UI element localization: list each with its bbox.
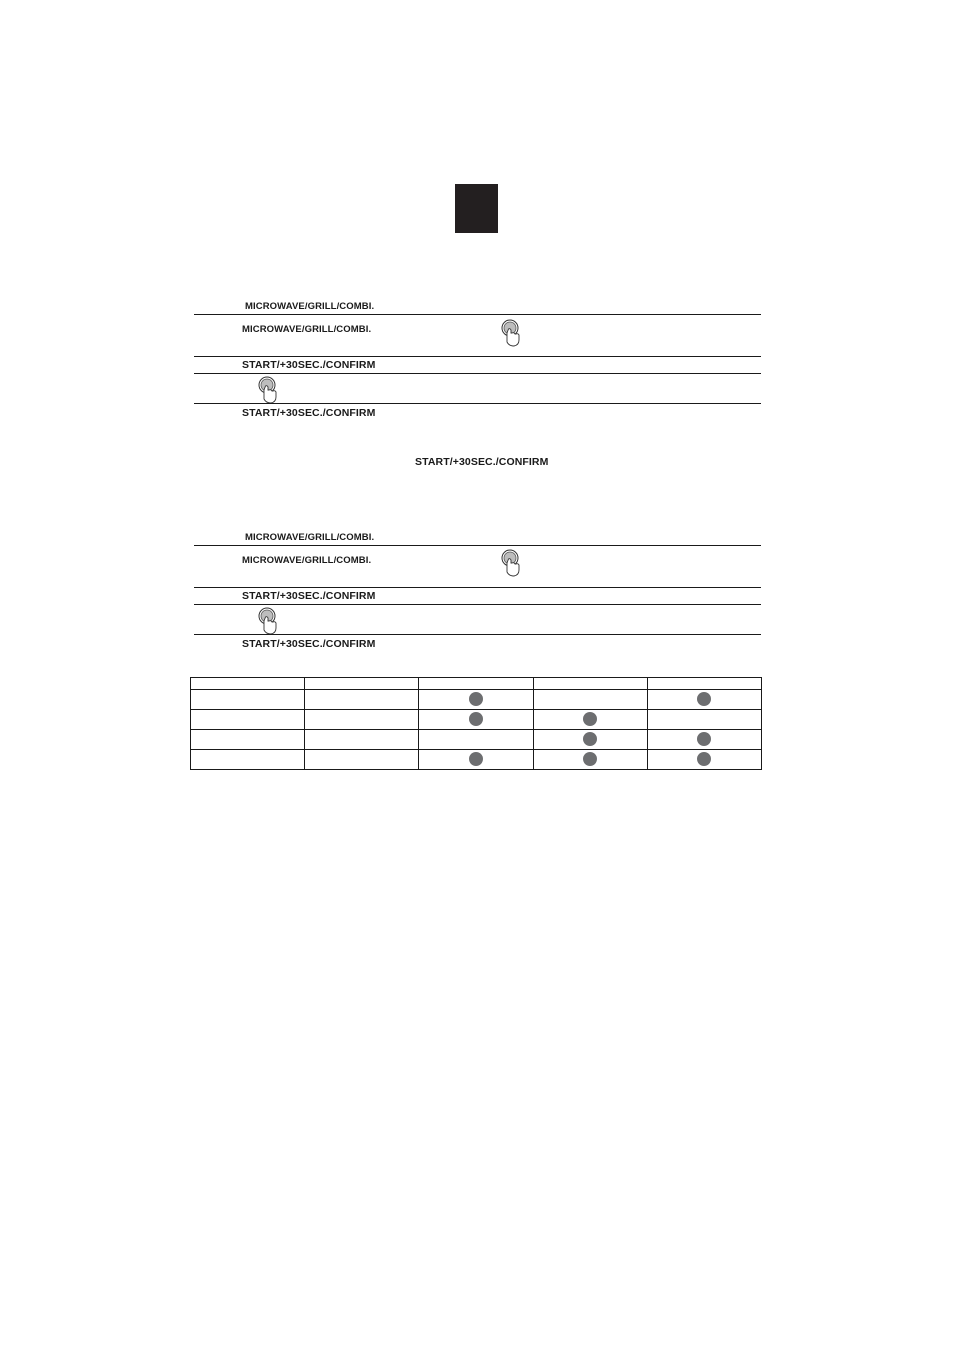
table-header-cell: [533, 678, 647, 690]
table-row: [191, 710, 762, 730]
table-cell: [419, 750, 533, 770]
table-cell: [305, 690, 419, 710]
table-row: [191, 750, 762, 770]
section1-microwave-grill-combi-heading: MICROWAVE/GRILL/COMBI.: [245, 301, 375, 312]
table-cell: [533, 750, 647, 770]
section1-step4-start-confirm: START/+30SEC./CONFIRM: [242, 407, 376, 419]
indicator-dot-icon: [697, 752, 711, 766]
table-cell: [647, 710, 761, 730]
table-header-row: [191, 678, 762, 690]
table-cell: [647, 750, 761, 770]
table-cell: [305, 710, 419, 730]
section1-step1-microwave-grill-combi: MICROWAVE/GRILL/COMBI.: [242, 324, 372, 335]
divider: [194, 634, 761, 635]
table-cell: [533, 690, 647, 710]
table-cell: [305, 730, 419, 750]
indicator-dot-icon: [583, 752, 597, 766]
indicator-dot-icon: [469, 692, 483, 706]
table-cell: [419, 710, 533, 730]
table-cell: [191, 750, 305, 770]
table-header-cell: [419, 678, 533, 690]
section2-step1-microwave-grill-combi: MICROWAVE/GRILL/COMBI.: [242, 555, 372, 566]
table-cell: [419, 730, 533, 750]
indicator-dot-icon: [469, 752, 483, 766]
divider: [194, 373, 761, 374]
divider: [194, 356, 761, 357]
indicator-dot-icon: [583, 732, 597, 746]
table-cell: [191, 690, 305, 710]
divider: [194, 604, 761, 605]
table-header-cell: [647, 678, 761, 690]
language-tab-block: [455, 184, 498, 233]
knob-turn-icon: [499, 548, 523, 578]
table-cell: [533, 730, 647, 750]
section2-step2-start-confirm: START/+30SEC./CONFIRM: [242, 590, 376, 602]
combination-table: [190, 677, 762, 770]
table-row: [191, 730, 762, 750]
section1-step2-start-confirm: START/+30SEC./CONFIRM: [242, 359, 376, 371]
knob-turn-icon: [256, 606, 280, 636]
indicator-dot-icon: [697, 692, 711, 706]
table-header-cell: [305, 678, 419, 690]
knob-turn-icon: [256, 375, 280, 405]
table-header-cell: [191, 678, 305, 690]
knob-turn-icon: [499, 318, 523, 348]
note-start-confirm: START/+30SEC./CONFIRM: [415, 456, 549, 468]
table-cell: [191, 730, 305, 750]
section2-microwave-grill-combi-heading: MICROWAVE/GRILL/COMBI.: [245, 532, 375, 543]
indicator-dot-icon: [697, 732, 711, 746]
section2-step4-start-confirm: START/+30SEC./CONFIRM: [242, 638, 376, 650]
divider: [194, 587, 761, 588]
table-cell: [191, 710, 305, 730]
table-cell: [419, 690, 533, 710]
divider: [194, 545, 761, 546]
table-cell: [647, 730, 761, 750]
table-row: [191, 690, 762, 710]
table-cell: [647, 690, 761, 710]
indicator-dot-icon: [469, 712, 483, 726]
table-cell: [533, 710, 647, 730]
divider: [194, 314, 761, 315]
table-cell: [305, 750, 419, 770]
divider: [194, 403, 761, 404]
indicator-dot-icon: [583, 712, 597, 726]
